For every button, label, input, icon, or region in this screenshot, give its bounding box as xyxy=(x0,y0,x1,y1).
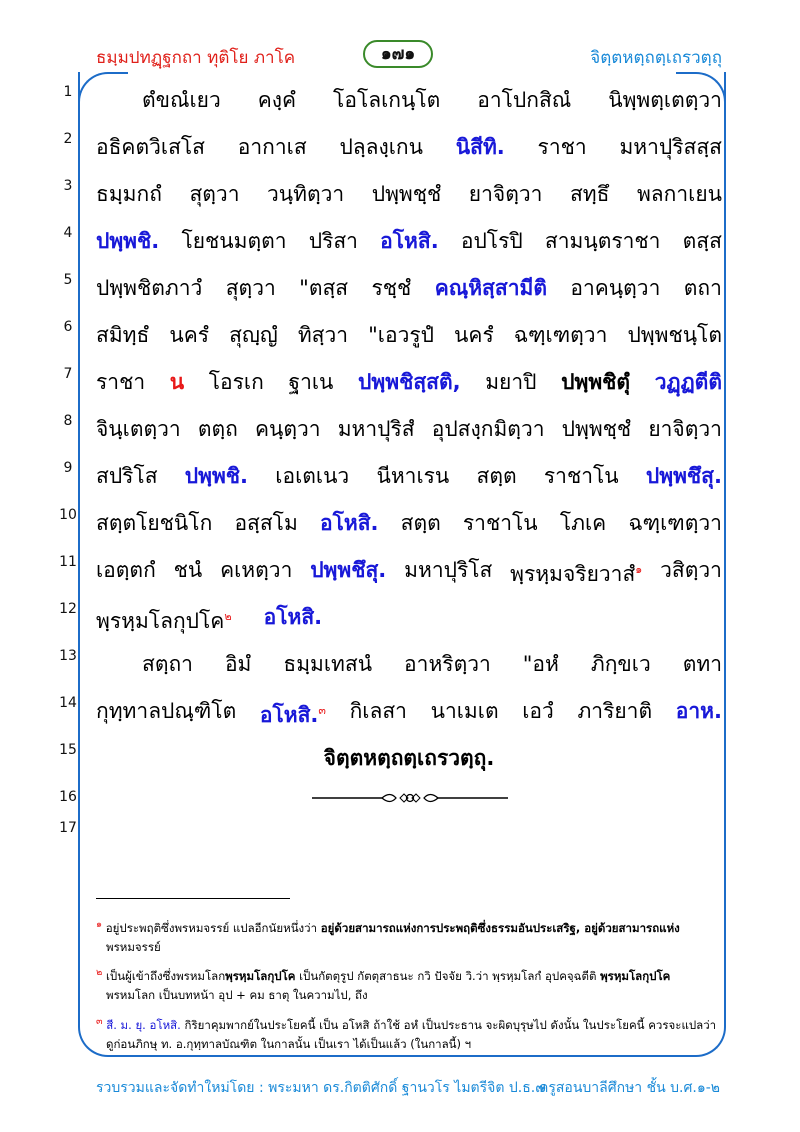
word: "เอวรูปํ xyxy=(368,323,434,347)
word: "ตสฺส xyxy=(299,276,349,300)
footnote-bold: พฺรหฺมโลกุปโค xyxy=(225,968,296,983)
ornament-divider xyxy=(312,788,508,808)
footnote-3 xyxy=(96,1011,726,1036)
word: กิเลสา xyxy=(349,699,407,723)
verb-highlight: ปพฺพชึสุ. xyxy=(645,464,722,488)
text-line-5 xyxy=(96,268,722,308)
word: พฺรหฺมโลกุปโค xyxy=(96,609,225,633)
word: นครํ xyxy=(169,323,210,347)
line-number: 15 xyxy=(59,742,77,758)
word: ปลฺลงฺเกน xyxy=(339,135,424,159)
word: สตฺต xyxy=(400,511,441,535)
word: สุญฺญํ xyxy=(229,323,278,347)
verb-highlight: ปพฺพชิ. xyxy=(184,464,249,488)
word: คเหตฺวา xyxy=(220,558,293,582)
line-number: 13 xyxy=(59,648,77,664)
word: วนฺทิตฺวา xyxy=(267,182,345,206)
book-title: ธมฺมปทฏฺฐกถา ทุติโย ภาโค xyxy=(96,48,296,68)
word: โอโลเกนฺโต xyxy=(333,88,441,112)
text-line-7 xyxy=(96,362,722,402)
word: ธมฺมกถํ xyxy=(96,182,162,206)
word: สามนฺตราชา xyxy=(544,229,661,253)
line-number: 3 xyxy=(63,178,73,194)
word: "อหํ xyxy=(522,652,559,676)
line-number: 2 xyxy=(63,131,73,147)
word: สทฺธึ xyxy=(569,182,610,206)
verb-highlight: อโหสิ. xyxy=(263,605,323,629)
line-number: 10 xyxy=(59,507,77,523)
line-number: 16 xyxy=(59,789,77,805)
text-line-6 xyxy=(96,315,722,355)
footnote-marker: ๑ xyxy=(635,563,643,576)
footnote-text: กิริยาคุมพากย์ในประโยคนี้ เป็น อโหสิ ถ้าใช้ อหํ เป็นประธาน จะผิดบุรุษไป ดังนั้น ในประโยคนี้ ควรจะแปลว่า xyxy=(184,1017,717,1032)
text-line-14 xyxy=(96,691,722,731)
word: ยาจิตฺวา xyxy=(648,417,722,441)
word: ชนํ xyxy=(173,558,203,582)
footnote-marker: ๑ xyxy=(96,919,103,930)
word: ปพฺพชฺชํ xyxy=(371,182,442,206)
footnote-text: อยู่ประพฤติซึ่งพรหมจรรย์ แปลอีกนัยหนึ่งว่า xyxy=(105,920,318,935)
footer-compiler: รวบรวมและจัดทำใหม่โดย : พระมหา ดร.กิตติศักดิ์ ฐานวโร ไมตรีจิต ป.ธ.๗ xyxy=(96,1080,546,1096)
line-number: 9 xyxy=(63,460,73,476)
text-line-8 xyxy=(96,409,722,449)
line-number: 11 xyxy=(59,554,77,570)
footnote-text: เป็นผู้เข้าถึงซึ่งพรหมโลก xyxy=(105,968,226,983)
word: ราชา xyxy=(537,135,587,159)
text-line-1 xyxy=(96,80,722,120)
line-number: 17 xyxy=(59,820,77,836)
text-line-11 xyxy=(96,550,722,590)
footnote-2-cont: พรหมโลก เป็นบทหน้า อุป + คม ธาตุ ในความไป, ถึง xyxy=(106,988,368,1002)
word: โยชนมตฺตา xyxy=(181,229,287,253)
line-number: 5 xyxy=(63,272,73,288)
line-number: 6 xyxy=(63,319,73,335)
word: สตฺต xyxy=(476,464,517,488)
footnote-marker: ๒ xyxy=(224,610,232,623)
word: อธิคตวิเสโส xyxy=(96,135,205,159)
word: อาคนฺตฺวา xyxy=(570,276,661,300)
word: ฉฑฺเฑตฺวา xyxy=(513,323,608,347)
word: สุตฺวา xyxy=(225,276,276,300)
word: นครํ xyxy=(454,323,494,347)
word: นีหาเรน xyxy=(376,464,450,488)
line-number: 8 xyxy=(63,413,73,429)
word: ตตฺถ xyxy=(197,417,238,441)
word: คนฺตฺวา xyxy=(254,417,321,441)
word: อาโปกสิณํ xyxy=(477,88,572,112)
word: ฐาเน xyxy=(288,370,334,394)
text-line-4 xyxy=(96,221,722,261)
word: พลกาเยน xyxy=(636,182,722,206)
word: โภเค xyxy=(559,511,607,535)
word: ตทา xyxy=(682,652,722,676)
word: ปพฺพชฺชํ xyxy=(561,417,632,441)
text-line-12 xyxy=(96,597,722,637)
footnote-1 xyxy=(96,914,726,939)
footnote-rule xyxy=(96,898,290,899)
text-line-3 xyxy=(96,174,722,214)
word: อากาเส xyxy=(237,135,307,159)
word: ราชา xyxy=(96,370,146,394)
word: โอรเก xyxy=(208,370,264,394)
line-number: 7 xyxy=(63,366,73,382)
word: นาเมเต xyxy=(430,699,499,723)
word: ตํขณํเยว xyxy=(142,88,221,112)
word: เอตฺตกํ xyxy=(96,558,156,582)
line-number: 4 xyxy=(63,225,73,241)
line-number: 14 xyxy=(59,695,77,711)
verb-highlight: ปพฺพชึสุ. xyxy=(310,558,387,582)
verb-highlight: วฏฺฏตีติ xyxy=(654,370,722,394)
negation-highlight: น xyxy=(169,370,185,394)
word: อุปสงฺกมิตฺวา xyxy=(431,417,545,441)
word: ตสฺส xyxy=(682,229,722,253)
line-number: 1 xyxy=(63,84,73,100)
footnote-bold: พฺรหฺมโลกุปโค xyxy=(600,968,671,983)
verb-highlight: อโหสิ. xyxy=(259,703,319,727)
word: ฉฑฺเฑตฺวา xyxy=(628,511,722,535)
verb-highlight: คณฺหิสฺสามีติ xyxy=(434,276,547,300)
word: ปพฺพชนฺโต xyxy=(627,323,722,347)
verb-bold: ปพฺพชิตุํ xyxy=(561,370,631,394)
footnote-2 xyxy=(96,962,726,987)
word: จินฺเตตฺวา xyxy=(96,417,181,441)
word: เอเตเนว xyxy=(275,464,350,488)
line-number: 12 xyxy=(59,601,77,617)
word: ตถา xyxy=(683,276,722,300)
word: อาหริตฺวา xyxy=(404,652,491,676)
word: วสิตฺวา xyxy=(660,558,722,582)
word: นิพฺพตฺเตตฺวา xyxy=(608,88,722,112)
word: ทิสฺวา xyxy=(297,323,349,347)
word: มหาปุริโส xyxy=(404,558,493,582)
word: อิมํ xyxy=(224,652,252,676)
footer-course: ครูสอนบาลีศึกษา ชั้น บ.ศ.๑-๒ xyxy=(538,1080,720,1096)
footnote-marker: ๓ xyxy=(318,704,326,717)
word: ภาริยาติ xyxy=(577,699,653,723)
word: รชฺชํ xyxy=(371,276,412,300)
word: ยาจิตฺวา xyxy=(468,182,543,206)
text-line-2 xyxy=(96,127,722,167)
word: เอวํ xyxy=(522,699,554,723)
word: อปโรปิ xyxy=(460,229,523,253)
story-title: จิตฺตหตฺถตฺเถรวตฺถุ xyxy=(590,48,722,68)
footnote-marker: ๓ xyxy=(96,1016,103,1027)
verb-highlight: ปพฺพชิสฺสติ, xyxy=(358,370,461,394)
word: มหาปุริสสฺส xyxy=(619,135,722,159)
word: มหาปุริสํ xyxy=(337,417,415,441)
word: กุทฺทาลปณฺฑิโต xyxy=(96,699,237,723)
text-line-10 xyxy=(96,503,722,543)
verb-highlight: นิสีทิ. xyxy=(455,135,505,159)
word: สปริโส xyxy=(96,464,158,488)
page-number: ๑๗๑ xyxy=(363,40,433,68)
word: ราชาโน xyxy=(462,511,538,535)
word: ภิกฺขเว xyxy=(590,652,651,676)
footnote-text: เป็นกัตตุรูป กัตตุสาธนะ กวิ ปัจจัย วิ.ว่า พฺรหฺมโลกํ อุปคจฺฉตีติ xyxy=(299,968,597,983)
word: ราชาโน xyxy=(543,464,619,488)
word: สมิทฺธํ xyxy=(96,323,150,347)
word: มยาปิ xyxy=(485,370,537,394)
word: คงฺคํ xyxy=(257,88,297,112)
verb-highlight: อโหสิ. xyxy=(319,511,379,535)
footnote-3-cont: ดูก่อนภิกษุ ท. อ.กุทฺทาลบัณฑิต ในกาลนั้น เป็นเรา ได้เป็นแล้ว (ในกาลนี้) ฯ xyxy=(106,1037,472,1051)
word: สุตฺวา xyxy=(189,182,240,206)
word: พฺรหฺมจริยวาสํ xyxy=(510,562,636,586)
word: ปริสา xyxy=(308,229,358,253)
footnote-bold: อยู่ด้วยสามารถแห่งการประพฤติซึ่งธรรมอันประเสริฐ, อยู่ด้วยสามารถแห่ง xyxy=(320,920,680,935)
word: อสฺสโม xyxy=(234,511,298,535)
verb-highlight: อาห. xyxy=(675,699,722,723)
verb-highlight: อโหสิ. xyxy=(380,229,439,253)
word: สตฺถา xyxy=(142,652,193,676)
word: ธมฺมเทสนํ xyxy=(283,652,373,676)
footnote-marker: ๒ xyxy=(96,967,103,978)
footnote-ref: สี. ม. ยุ. อโหสิ. xyxy=(106,1017,181,1032)
text-line-9 xyxy=(96,456,722,496)
footnote-1-cont: พรหมจรรย์ xyxy=(106,940,161,954)
word: สตฺตโยชนิโก xyxy=(96,511,213,535)
story-end-title: จิตฺตหตฺถตฺเถรวตฺถุ. xyxy=(323,746,495,770)
text-line-13 xyxy=(96,644,722,684)
word: ปพฺพชิตภาวํ xyxy=(96,276,203,300)
verb-highlight: ปพฺพชิ. xyxy=(96,229,160,253)
